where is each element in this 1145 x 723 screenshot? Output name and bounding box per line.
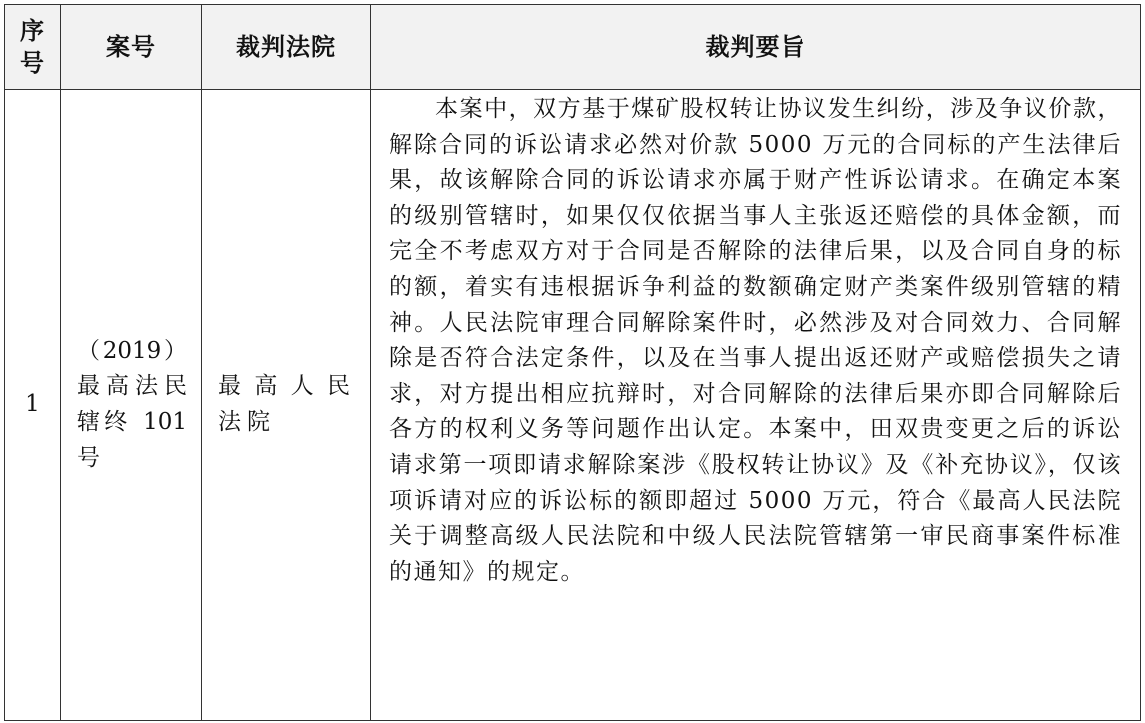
header-index (5, 5, 61, 90)
cell-court-label: 最高人民法院 (218, 373, 356, 435)
table-body (5, 90, 1141, 721)
cell-court (202, 90, 371, 721)
header-row (5, 5, 1141, 90)
table-header (5, 5, 1141, 90)
gist-paragraph: 本案中，双方基于煤矿股权转让协议发生纠纷，涉及争议价款，解除合同的诉讼请求必然对价款 5000 万元的合同标的产生法律后果，故该解除合同的诉讼请求亦属于财产性诉讼请求。在确定本案的级别管辖时，如果仅仅依据当事人主张返还赔偿的具体金额，而完全不考虑双方对于合同是否解除的法律后果，以及合同自身的标的额，着实有违根据诉争利益的数额确定财产类案件级别管辖的精神。人民法院审理合同解除案件时，必然涉及对合同效力、合同解除是否符合法定条件，以及在当事人提出返还财产或赔偿损失之请求，对方提出相应抗辩时，对合同解除的法律后果亦即合同解除后各方的权利义务等问题作出认定。本案中，田双贵变更之后的诉讼请求第一项即请求解除案涉《股权转让协议》及《补充协议》，仅该项诉请对应的诉讼标的额即超过 5000 万元，符合《最高人民法院关于调整高级人民法院和中级人民法院管辖第一审民商事案件标准的通知》的规定。 (389, 96, 1122, 585)
header-court: 裁判法院 (202, 5, 371, 90)
cell-gist (371, 90, 1141, 721)
header-gist: 裁判要旨 (371, 5, 1141, 90)
cell-index: 1 (5, 90, 61, 721)
cell-case-no: （2019）最高法民辖终 101 号 (61, 90, 202, 721)
table-row (5, 90, 1141, 721)
header-index-label: 序号 (20, 15, 45, 77)
case-summary-table (4, 4, 1141, 721)
header-case-no: 案号 (61, 5, 202, 90)
